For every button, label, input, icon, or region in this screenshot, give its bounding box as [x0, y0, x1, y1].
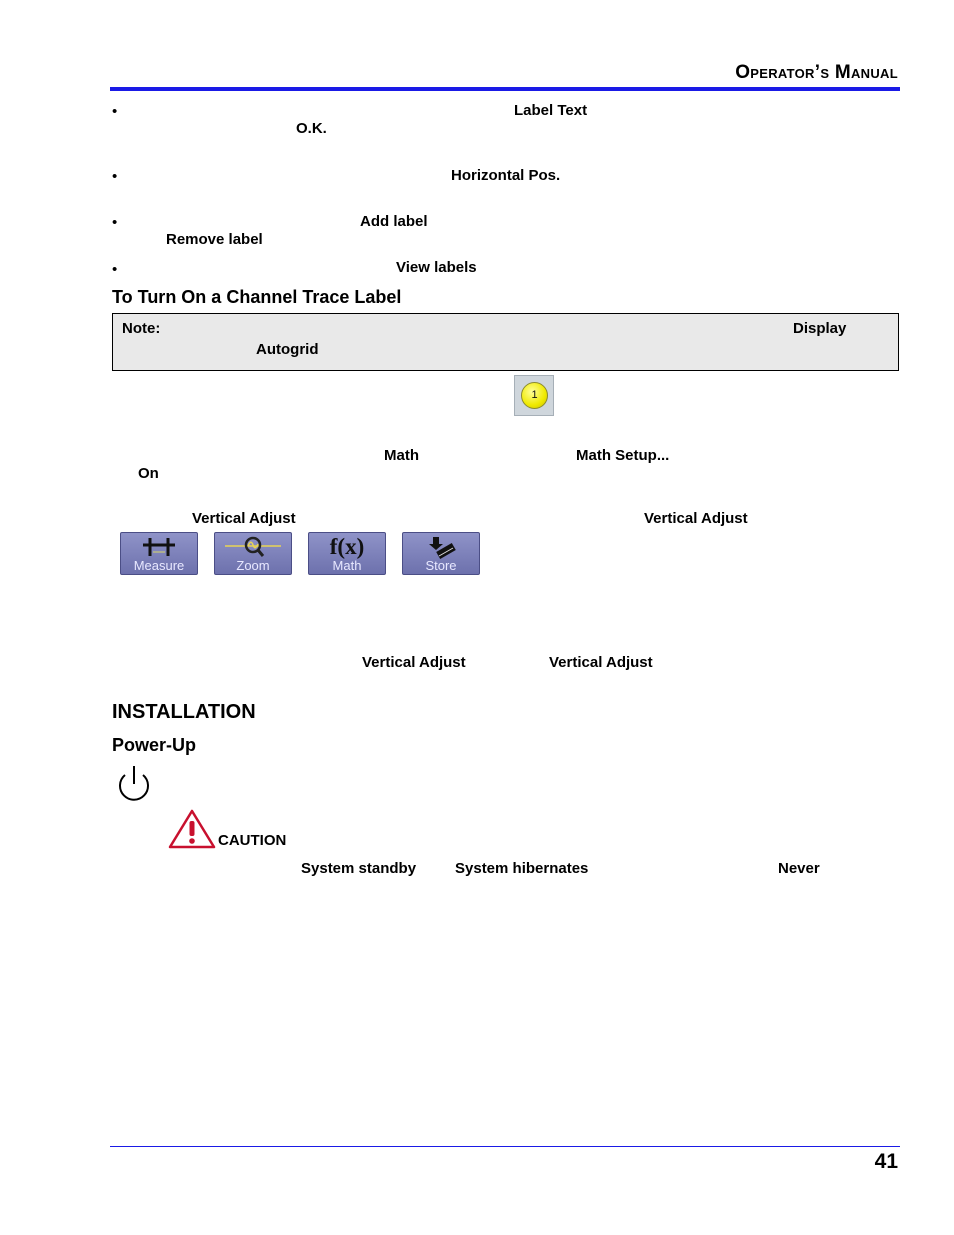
math-setup-label: Math Setup...	[576, 447, 670, 464]
vertical-adjust-label: Vertical Adjust	[549, 654, 653, 671]
caution-warning-icon	[168, 809, 216, 854]
system-standby-label: System standby	[301, 860, 417, 877]
bullet-marker: •	[112, 261, 118, 278]
note-autogrid: Autogrid	[256, 341, 319, 358]
zoom-button[interactable]	[214, 532, 292, 575]
bullet-2-horizontal-pos: Horizontal Pos.	[451, 167, 561, 184]
header-rule	[110, 87, 900, 91]
bullet-marker: •	[112, 103, 118, 120]
bullet-3-add-label: Add label	[360, 213, 428, 230]
section-heading-installation: INSTALLATION	[112, 701, 256, 723]
subheading-power-up: Power-Up	[112, 735, 197, 755]
measure-button[interactable]	[120, 532, 198, 575]
zoom-icon	[215, 534, 291, 560]
bullet-3-remove-label: Remove label	[166, 231, 263, 248]
note-label: Note:	[122, 320, 161, 337]
bullet-1-label-text: Label Text	[514, 102, 588, 119]
bullet-marker: •	[112, 168, 118, 185]
store-icon	[403, 534, 479, 560]
math-fx-glyph: f(x)	[329, 534, 365, 559]
note-box	[112, 313, 899, 371]
math-fx-icon	[309, 534, 385, 560]
never-label: Never	[778, 860, 820, 877]
math-button[interactable]	[308, 532, 386, 575]
system-hibernates-label: System hibernates	[455, 860, 589, 877]
power-icon	[115, 764, 153, 809]
page-number: 41	[874, 1150, 898, 1173]
store-button[interactable]	[402, 532, 480, 575]
footer-rule	[110, 1146, 900, 1147]
bullet-1-ok: O.K.	[296, 120, 327, 137]
measure-icon	[121, 534, 197, 560]
vertical-adjust-label: Vertical Adjust	[362, 654, 466, 671]
page-header-title: Operator’s Manual	[735, 62, 898, 83]
vertical-adjust-label: Vertical Adjust	[192, 510, 296, 527]
store-button-label: Store	[425, 558, 457, 573]
channel-number-badge: 1	[521, 382, 548, 409]
zoom-button-label: Zoom	[236, 558, 270, 573]
section-heading-trace-label: To Turn On a Channel Trace Label	[112, 287, 402, 307]
note-display: Display	[793, 320, 847, 337]
channel-trace-descriptor-icon	[514, 375, 554, 416]
math-menu-label: Math	[384, 447, 419, 464]
bullet-marker: •	[112, 214, 118, 231]
vertical-adjust-label: Vertical Adjust	[644, 510, 748, 527]
caution-label: CAUTION	[218, 832, 287, 849]
measure-button-label: Measure	[133, 558, 185, 573]
on-label: On	[138, 465, 159, 482]
math-button-label: Math	[332, 558, 362, 573]
bullet-4-view-labels: View labels	[396, 259, 477, 276]
